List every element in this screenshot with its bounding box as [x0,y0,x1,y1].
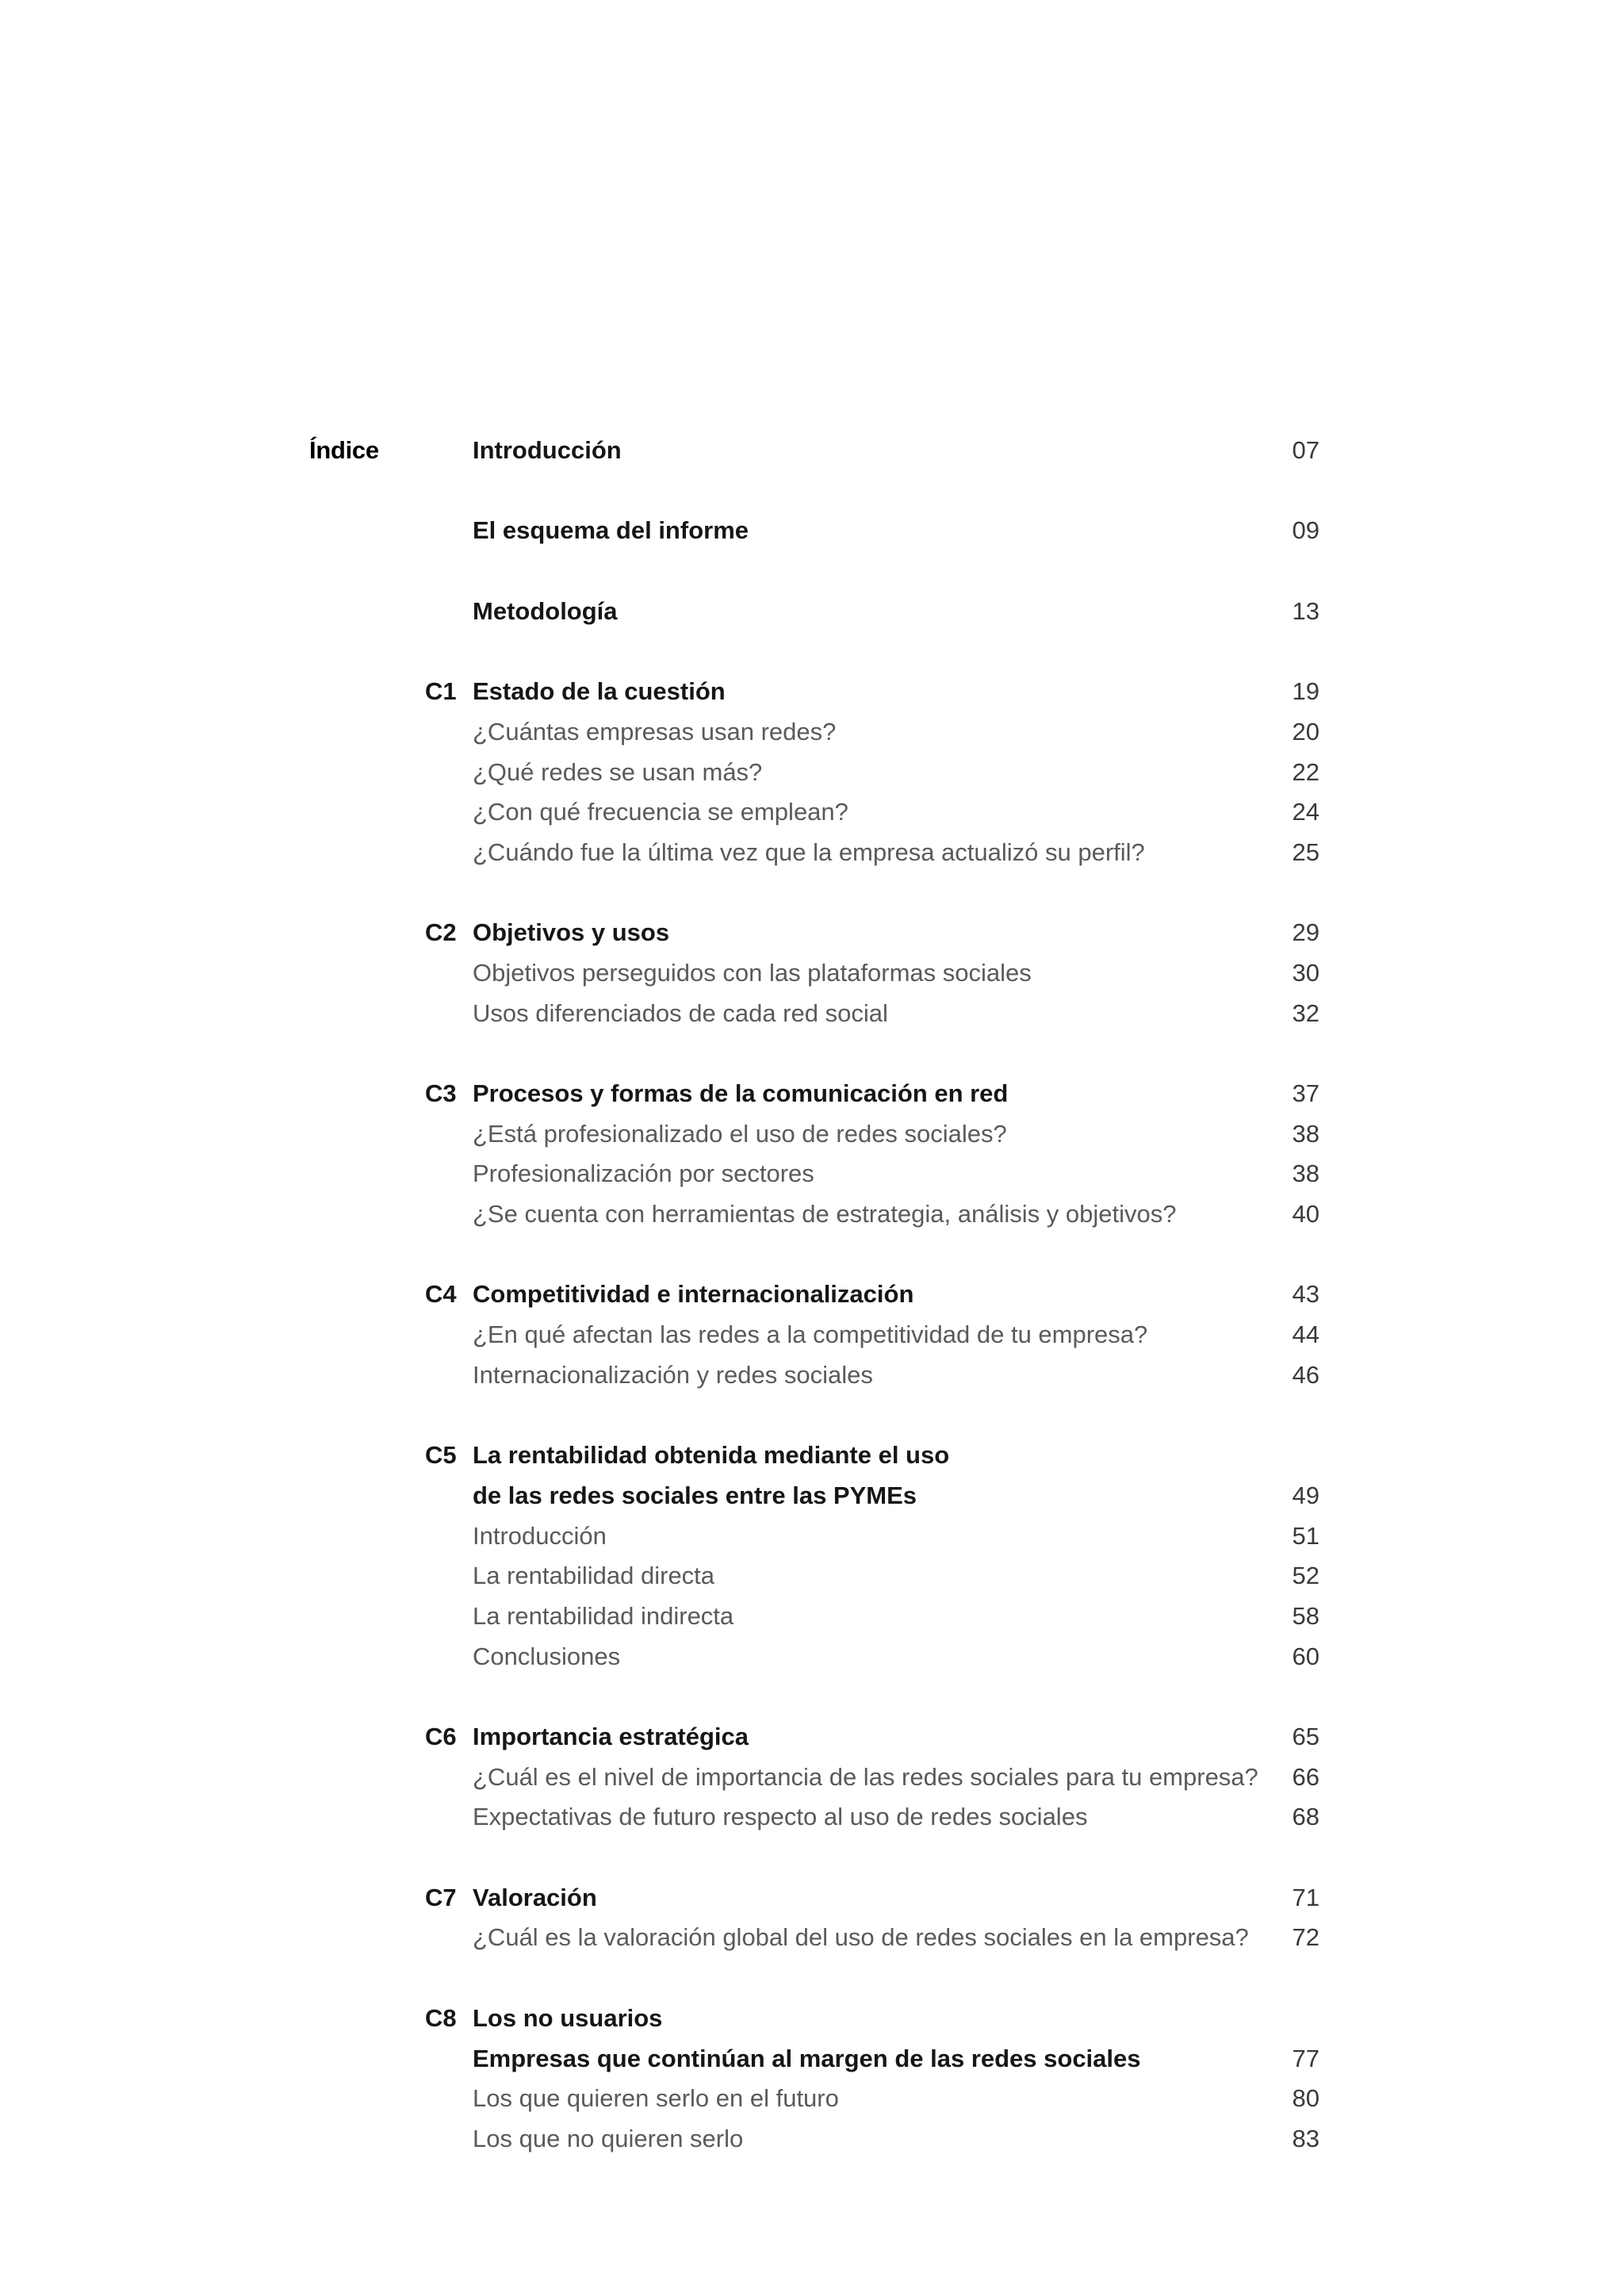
toc-entry-subitem[interactable] [425,1355,1320,1396]
toc-entry-title: Introducción [473,436,622,464]
toc-entry-page-number: 19 [1292,677,1320,706]
toc-entry-page-number: 37 [1292,1079,1320,1107]
toc-entry-subitem[interactable] [425,1797,1320,1838]
toc-entry-page-number: 68 [1292,1803,1320,1831]
toc-entry-page-number: 83 [1292,2124,1320,2152]
page-title: Índice [309,436,379,464]
toc-entry-heading[interactable] [425,913,1320,953]
toc-entry-heading[interactable] [425,1074,1320,1114]
toc-entry-heading[interactable] [425,592,1320,632]
toc-entry-title: ¿En qué afectan las redes a la competitividad de tu empresa? [473,1320,1148,1349]
toc-entry-title: ¿Cuál es la valoración global del uso de redes sociales en la empresa? [473,1923,1249,1952]
toc-entry-heading[interactable] [425,511,1320,551]
toc-entry-page-number: 30 [1292,958,1320,987]
toc-entry-page-number: 80 [1292,2084,1320,2113]
toc-entry-title: La rentabilidad indirecta [473,1601,734,1630]
chapter-code: C2 [425,918,457,947]
toc-entry-page-number: 49 [1292,1481,1320,1509]
toc-entry-heading[interactable] [425,1878,1320,1918]
toc-entry-subitem[interactable] [425,792,1320,833]
toc-entry-page-number: 25 [1292,838,1320,866]
toc-entry-subitem[interactable] [425,1596,1320,1637]
toc-entry-title: Usos diferenciados de cada red social [473,999,888,1027]
toc-entry-heading[interactable] [425,672,1320,712]
toc-entry-title: Empresas que continúan al margen de las redes sociales [473,2044,1141,2072]
toc-entry-page-number: 07 [1292,436,1320,464]
toc-entry-page-number: 44 [1292,1320,1320,1349]
toc-entry-title: Expectativas de futuro respecto al uso de redes sociales [473,1803,1088,1831]
toc-entry-heading[interactable] [425,1476,1320,1516]
toc-entry-title: Conclusiones [473,1642,621,1670]
toc-entry-title: ¿Qué redes se usan más? [473,757,763,786]
toc-entry-title: Valoración [473,1883,597,1911]
toc-entry-subitem[interactable] [425,712,1320,753]
toc-entry-page-number: 24 [1292,798,1320,826]
toc-entry-title: Competitividad e internacionalización [473,1280,914,1309]
toc-entry-page-number: 52 [1292,1562,1320,1590]
toc-entry-title: ¿Se cuenta con herramientas de estrategia, análisis y objetivos? [473,1200,1177,1228]
toc-entry-page-number: 32 [1292,999,1320,1027]
toc-entry-title: ¿Está profesionalizado el uso de redes sociales? [473,1119,1007,1148]
toc-entry-title: ¿Cuál es el nivel de importancia de las redes sociales para tu empresa? [473,1762,1258,1791]
toc-entry-page-number: 38 [1292,1119,1320,1148]
toc-entry-title: Los que no quieren serlo [473,2124,744,2152]
toc-entry-heading[interactable] [425,431,1320,471]
table-of-contents [425,431,1320,2160]
toc-entry-subitem[interactable] [425,994,1320,1034]
chapter-code: C8 [425,2003,457,2032]
toc-entry-title: Introducción [473,1521,607,1550]
toc-entry-title: Procesos y formas de la comunicación en red [473,1079,1009,1107]
toc-entry-title: Internacionalización y redes sociales [473,1360,873,1389]
toc-entry-subitem[interactable] [425,2119,1320,2160]
toc-entry-title: Objetivos y usos [473,918,670,947]
toc-entry-page-number: 46 [1292,1360,1320,1389]
toc-entry-title: La rentabilidad obtenida mediante el uso [473,1441,950,1470]
toc-entry-subitem[interactable] [425,1516,1320,1557]
toc-entry-subitem[interactable] [425,953,1320,994]
toc-entry-page-number: 43 [1292,1280,1320,1309]
toc-entry-page-number: 13 [1292,596,1320,625]
toc-entry-title: Profesionalización por sectores [473,1159,814,1188]
toc-entry-subitem[interactable] [425,1757,1320,1798]
toc-entry-subitem[interactable] [425,753,1320,793]
toc-entry-title: ¿Cuántas empresas usan redes? [473,717,837,746]
toc-entry-subitem[interactable] [425,1194,1320,1235]
toc-entry-page-number: 51 [1292,1521,1320,1550]
toc-entry-page-number: 22 [1292,757,1320,786]
toc-entry-subitem[interactable] [425,1114,1320,1155]
toc-entry-heading[interactable] [425,1999,1320,2039]
toc-entry-page-number: 20 [1292,717,1320,746]
toc-entry-heading[interactable] [425,1435,1320,1476]
toc-entry-heading[interactable] [425,2039,1320,2079]
toc-entry-title: Estado de la cuestión [473,677,726,706]
toc-entry-title: ¿Con qué frecuencia se emplean? [473,798,848,826]
toc-entry-subitem[interactable] [425,1637,1320,1677]
toc-entry-subitem[interactable] [425,1315,1320,1355]
toc-entry-page-number: 58 [1292,1601,1320,1630]
toc-entry-heading[interactable] [425,1717,1320,1757]
toc-entry-page-number: 29 [1292,918,1320,947]
chapter-code: C7 [425,1883,457,1911]
toc-entry-subitem[interactable] [425,1556,1320,1596]
toc-entry-title: ¿Cuándo fue la última vez que la empresa actualizó su perfil? [473,838,1145,866]
toc-entry-title: Metodología [473,596,618,625]
toc-entry-title: La rentabilidad directa [473,1562,715,1590]
chapter-code: C4 [425,1280,457,1309]
toc-entry-page-number: 40 [1292,1200,1320,1228]
toc-entry-subitem[interactable] [425,833,1320,873]
toc-entry-subitem[interactable] [425,2079,1320,2119]
toc-entry-title: Objetivos perseguidos con las plataformas sociales [473,958,1032,987]
toc-entry-title: El esquema del informe [473,516,749,545]
toc-entry-page-number: 60 [1292,1642,1320,1670]
toc-entry-heading[interactable] [425,1274,1320,1315]
chapter-code: C3 [425,1079,457,1107]
toc-entry-subitem[interactable] [425,1918,1320,1958]
toc-entry-page-number: 71 [1292,1883,1320,1911]
toc-entry-subitem[interactable] [425,1154,1320,1194]
toc-entry-page-number: 66 [1292,1762,1320,1791]
toc-entry-title: Importancia estratégica [473,1723,749,1750]
chapter-code: C1 [425,677,457,706]
toc-entry-title: de las redes sociales entre las PYMEs [473,1481,917,1509]
chapter-code: C5 [425,1441,457,1470]
toc-entry-page-number: 09 [1292,516,1320,545]
chapter-code: C6 [425,1723,457,1750]
toc-entry-title: Los que quieren serlo en el futuro [473,2084,839,2113]
toc-entry-page-number: 77 [1292,2044,1320,2072]
toc-entry-page-number: 72 [1292,1923,1320,1952]
toc-entry-page-number: 65 [1292,1723,1320,1750]
toc-entry-title: Los no usuarios [473,2003,663,2032]
toc-entry-page-number: 38 [1292,1159,1320,1188]
